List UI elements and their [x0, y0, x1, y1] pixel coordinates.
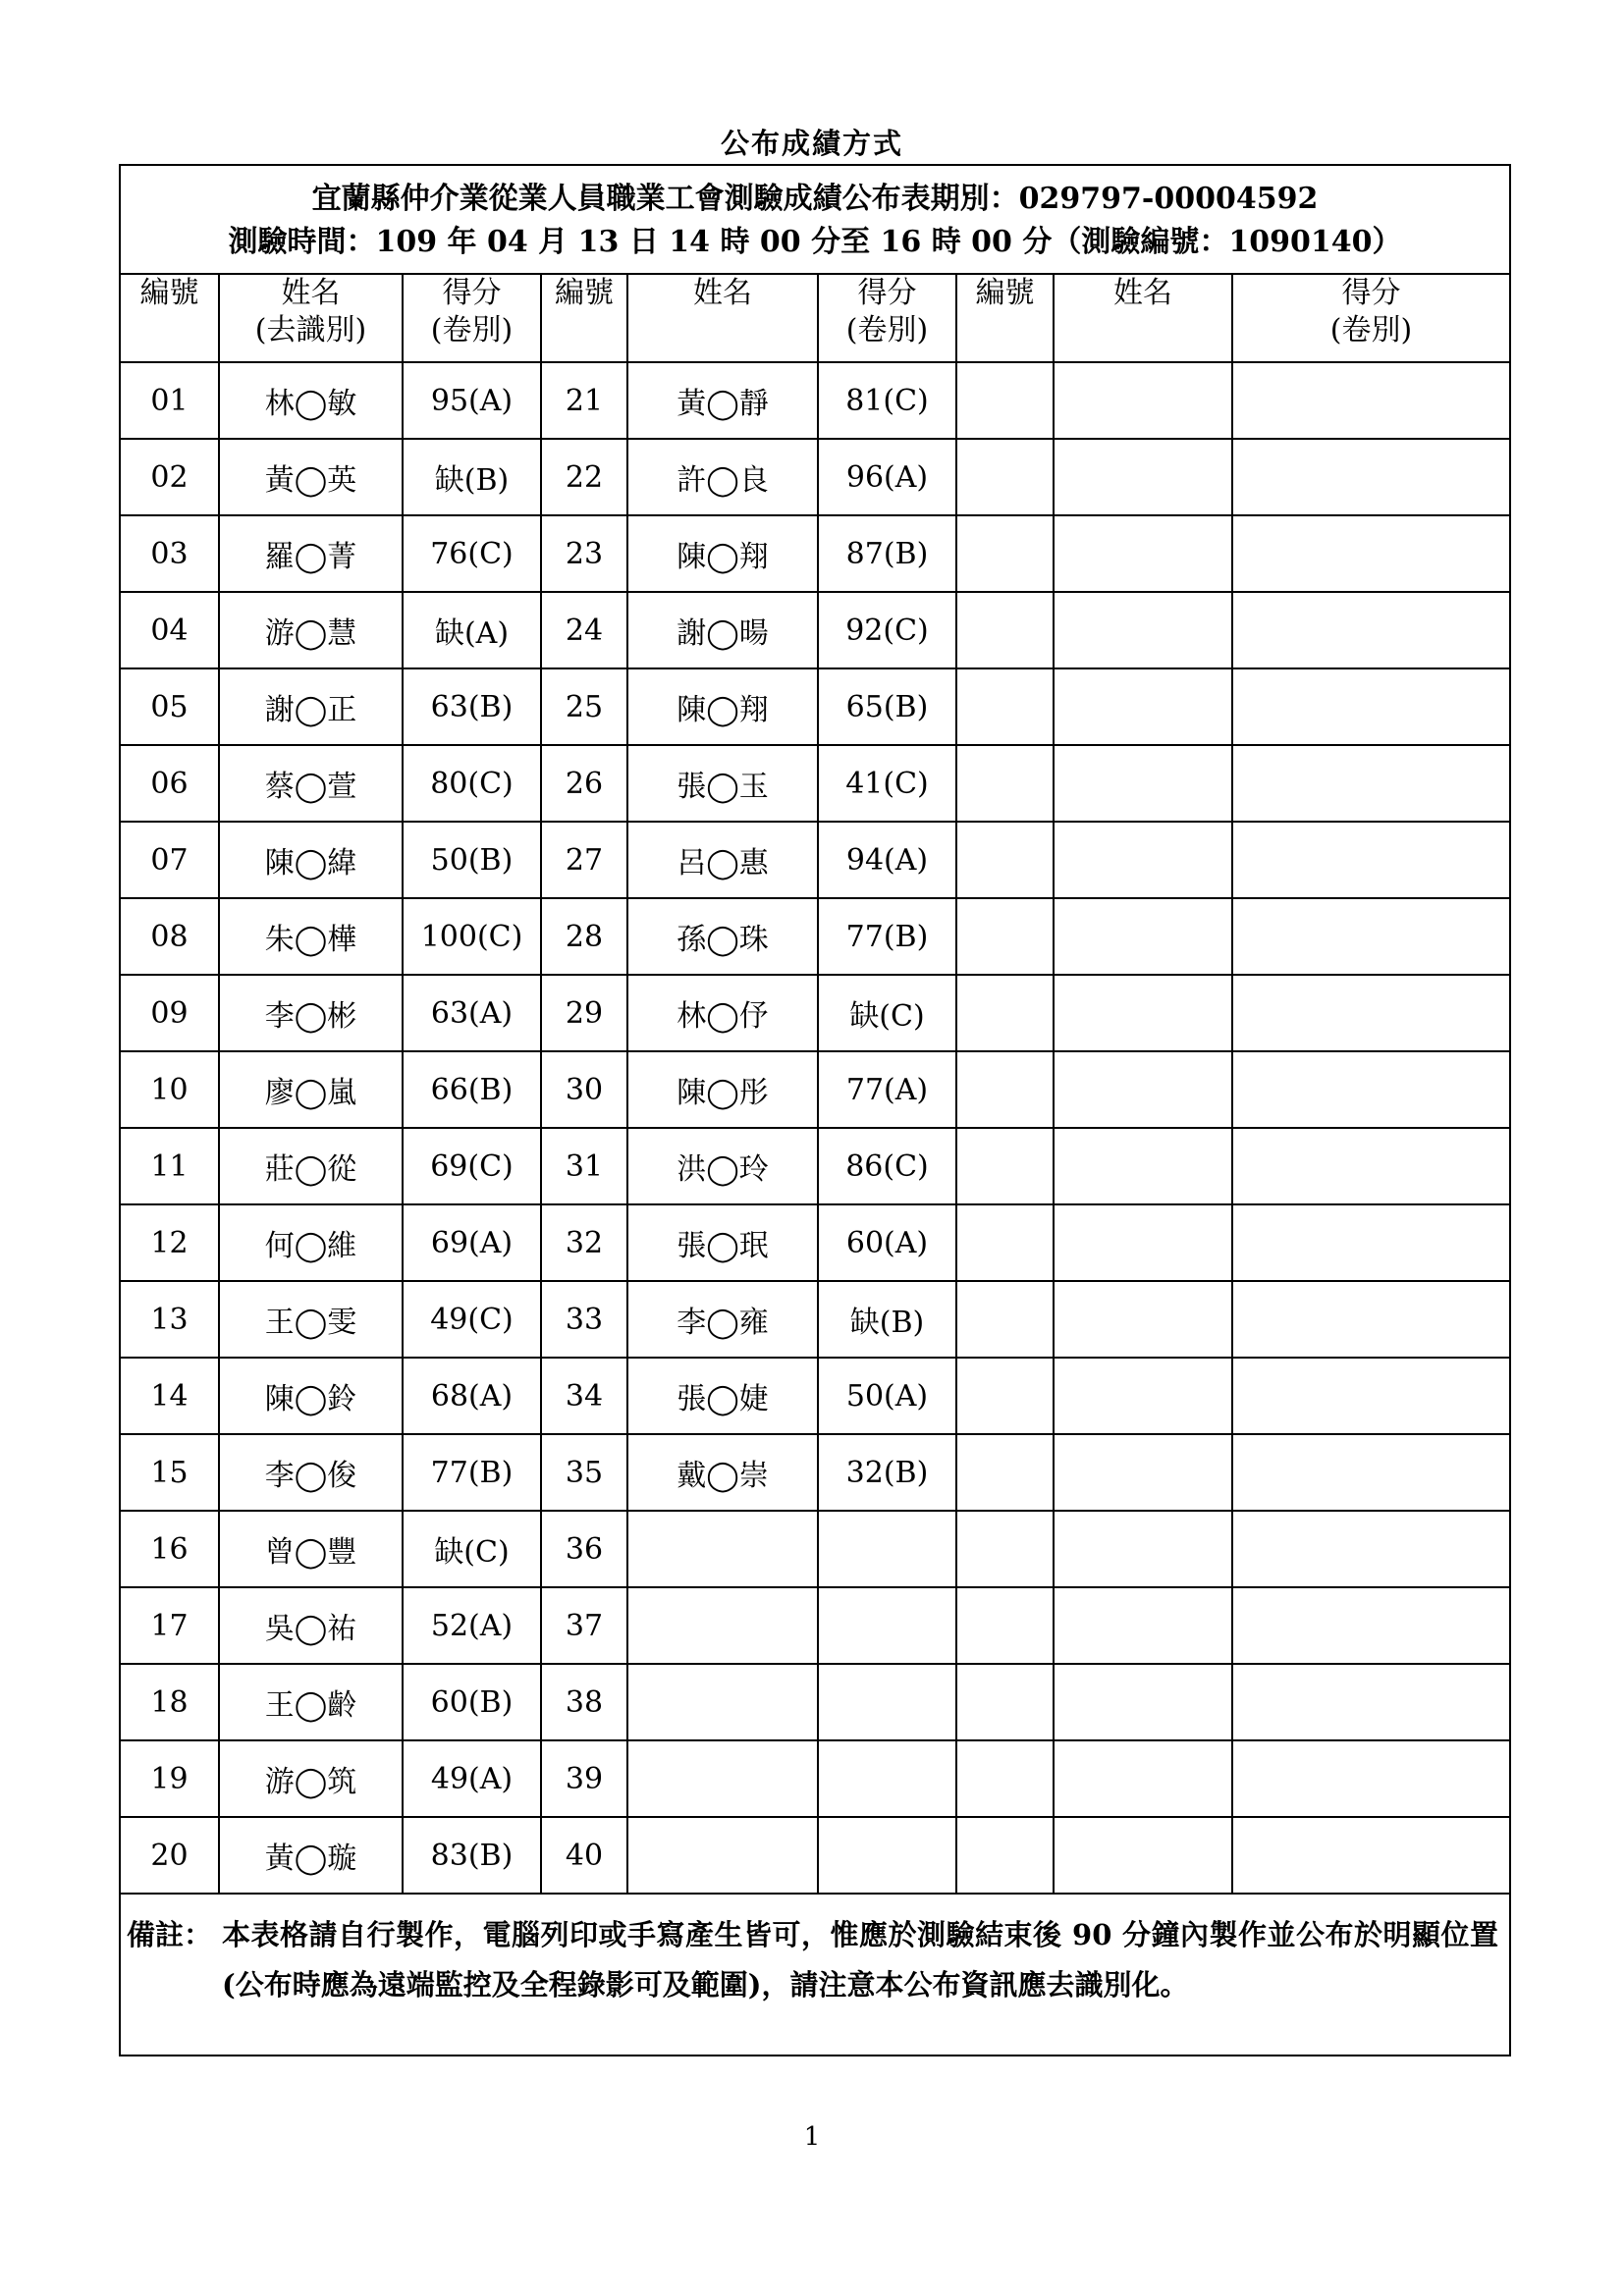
name-cell: 莊◯從 — [219, 1128, 403, 1204]
score-cell: 77(A) — [818, 1051, 956, 1128]
name-cell: 陳◯緯 — [219, 822, 403, 898]
number-cell: 06 — [121, 745, 219, 822]
exam-time: 測驗時間：109 年 04 月 13 日 14 時 00 分至 16 時 00 分（測驗編號：1090140） — [228, 225, 1402, 259]
col-score-3: 得分 (卷別) — [1232, 273, 1509, 362]
score-cell — [1232, 515, 1509, 592]
name-cell — [1054, 898, 1232, 975]
number-cell: 29 — [541, 975, 627, 1051]
number-cell: 20 — [121, 1817, 219, 1894]
name-cell: 曾◯豐 — [219, 1511, 403, 1587]
score-cell: 83(B) — [403, 1817, 541, 1894]
number-cell: 33 — [541, 1281, 627, 1358]
name-cell: 陳◯鈴 — [219, 1358, 403, 1434]
name-cell: 林◯伃 — [627, 975, 818, 1051]
name-cell: 陳◯翔 — [627, 668, 818, 745]
number-cell: 19 — [121, 1740, 219, 1817]
score-cell: 缺(C) — [403, 1511, 541, 1587]
score-cell: 69(C) — [403, 1128, 541, 1204]
name-cell — [1054, 362, 1232, 439]
score-cell — [818, 1664, 956, 1740]
score-cell: 52(A) — [403, 1587, 541, 1664]
score-table — [121, 273, 1509, 1895]
table-row — [121, 1664, 1509, 1740]
score-cell: 95(A) — [403, 362, 541, 439]
number-cell: 24 — [541, 592, 627, 668]
number-cell: 34 — [541, 1358, 627, 1434]
table-row — [121, 592, 1509, 668]
name-cell — [1054, 515, 1232, 592]
table-row — [121, 745, 1509, 822]
score-cell — [818, 1740, 956, 1817]
number-cell — [956, 1358, 1054, 1434]
score-cell — [818, 1817, 956, 1894]
score-cell — [1232, 1740, 1509, 1817]
number-cell: 09 — [121, 975, 219, 1051]
score-cell — [1232, 975, 1509, 1051]
score-cell: 60(B) — [403, 1664, 541, 1740]
name-cell — [627, 1511, 818, 1587]
number-cell: 38 — [541, 1664, 627, 1740]
score-cell: 50(A) — [818, 1358, 956, 1434]
number-cell: 04 — [121, 592, 219, 668]
name-cell: 李◯彬 — [219, 975, 403, 1051]
number-cell: 07 — [121, 822, 219, 898]
number-cell — [956, 1051, 1054, 1128]
score-cell: 86(C) — [818, 1128, 956, 1204]
page-title: 公布成績方式 — [720, 127, 903, 160]
col-number-2: 編號 — [541, 273, 627, 362]
number-cell: 26 — [541, 745, 627, 822]
number-cell — [956, 1281, 1054, 1358]
name-cell — [1054, 1740, 1232, 1817]
score-cell: 76(C) — [403, 515, 541, 592]
col-name-1: 姓名 (去識別) — [219, 273, 403, 362]
score-cell — [1232, 1817, 1509, 1894]
name-cell: 朱◯樺 — [219, 898, 403, 975]
table-header-row — [121, 273, 1509, 362]
name-cell — [1054, 1664, 1232, 1740]
table-row — [121, 1051, 1509, 1128]
score-cell — [818, 1511, 956, 1587]
number-cell — [956, 1587, 1054, 1664]
number-cell: 37 — [541, 1587, 627, 1664]
score-cell: 87(B) — [818, 515, 956, 592]
number-cell: 28 — [541, 898, 627, 975]
score-cell: 66(B) — [403, 1051, 541, 1128]
number-cell: 18 — [121, 1664, 219, 1740]
score-cell: 68(A) — [403, 1358, 541, 1434]
number-cell: 40 — [541, 1817, 627, 1894]
score-cell: 77(B) — [403, 1434, 541, 1511]
name-cell — [627, 1664, 818, 1740]
name-cell: 謝◯正 — [219, 668, 403, 745]
score-cell: 63(A) — [403, 975, 541, 1051]
name-cell: 黃◯靜 — [627, 362, 818, 439]
score-cell: 100(C) — [403, 898, 541, 975]
score-cell — [1232, 745, 1509, 822]
number-cell — [956, 1204, 1054, 1281]
score-cell — [1232, 1587, 1509, 1664]
number-cell — [956, 592, 1054, 668]
table-row — [121, 362, 1509, 439]
score-cell — [1232, 898, 1509, 975]
number-cell — [956, 745, 1054, 822]
number-cell: 12 — [121, 1204, 219, 1281]
name-cell: 黃◯璇 — [219, 1817, 403, 1894]
name-cell — [1054, 1434, 1232, 1511]
name-cell: 謝◯暘 — [627, 592, 818, 668]
score-cell: 69(A) — [403, 1204, 541, 1281]
name-cell — [1054, 1511, 1232, 1587]
number-cell — [956, 1128, 1054, 1204]
name-cell — [1054, 1587, 1232, 1664]
col-score-2: 得分 (卷別) — [818, 273, 956, 362]
score-cell — [818, 1587, 956, 1664]
number-cell — [956, 1511, 1054, 1587]
number-cell: 05 — [121, 668, 219, 745]
name-cell: 呂◯惠 — [627, 822, 818, 898]
score-cell — [1232, 1664, 1509, 1740]
number-cell — [956, 1664, 1054, 1740]
number-cell: 17 — [121, 1587, 219, 1664]
table-row — [121, 1434, 1509, 1511]
number-cell: 11 — [121, 1128, 219, 1204]
number-cell: 13 — [121, 1281, 219, 1358]
name-cell: 吳◯祐 — [219, 1587, 403, 1664]
number-cell — [956, 362, 1054, 439]
table-row — [121, 1358, 1509, 1434]
score-sheet — [119, 164, 1511, 2056]
number-cell: 31 — [541, 1128, 627, 1204]
score-cell: 缺(C) — [818, 975, 956, 1051]
name-cell: 何◯維 — [219, 1204, 403, 1281]
name-cell: 陳◯翔 — [627, 515, 818, 592]
number-cell — [956, 1740, 1054, 1817]
number-cell: 25 — [541, 668, 627, 745]
number-cell — [956, 1817, 1054, 1894]
number-cell: 36 — [541, 1511, 627, 1587]
col-score-1: 得分 (卷別) — [403, 273, 541, 362]
number-cell: 32 — [541, 1204, 627, 1281]
score-cell: 63(B) — [403, 668, 541, 745]
score-cell: 65(B) — [818, 668, 956, 745]
number-cell: 14 — [121, 1358, 219, 1434]
col-name-3: 姓名 — [1054, 273, 1232, 362]
page-number: 1 — [803, 2122, 821, 2152]
number-cell: 27 — [541, 822, 627, 898]
col-number-1: 編號 — [121, 273, 219, 362]
score-cell: 81(C) — [818, 362, 956, 439]
number-cell: 30 — [541, 1051, 627, 1128]
score-cell — [1232, 1281, 1509, 1358]
number-cell: 03 — [121, 515, 219, 592]
number-cell — [956, 439, 1054, 515]
table-row — [121, 1817, 1509, 1894]
score-cell — [1232, 1204, 1509, 1281]
number-cell — [956, 898, 1054, 975]
name-cell: 張◯玉 — [627, 745, 818, 822]
name-cell — [627, 1740, 818, 1817]
name-cell: 游◯慧 — [219, 592, 403, 668]
name-cell: 林◯敏 — [219, 362, 403, 439]
name-cell — [1054, 1358, 1232, 1434]
number-cell: 21 — [541, 362, 627, 439]
score-cell: 96(A) — [818, 439, 956, 515]
score-cell: 50(B) — [403, 822, 541, 898]
number-cell: 10 — [121, 1051, 219, 1128]
name-cell — [1054, 1204, 1232, 1281]
score-cell: 缺(B) — [818, 1281, 956, 1358]
name-cell — [1054, 1128, 1232, 1204]
name-cell — [627, 1587, 818, 1664]
name-cell: 王◯雯 — [219, 1281, 403, 1358]
number-cell — [956, 1434, 1054, 1511]
table-row — [121, 975, 1509, 1051]
score-cell — [1232, 362, 1509, 439]
remarks — [121, 1902, 1509, 2055]
score-cell: 32(B) — [818, 1434, 956, 1511]
table-row — [121, 1204, 1509, 1281]
name-cell: 廖◯嵐 — [219, 1051, 403, 1128]
table-row — [121, 1281, 1509, 1358]
table-row — [121, 515, 1509, 592]
number-cell: 23 — [541, 515, 627, 592]
table-row — [121, 1511, 1509, 1587]
name-cell: 張◯婕 — [627, 1358, 818, 1434]
score-cell: 60(A) — [818, 1204, 956, 1281]
number-cell: 08 — [121, 898, 219, 975]
name-cell — [1054, 745, 1232, 822]
table-row — [121, 668, 1509, 745]
col-name-2: 姓名 — [627, 273, 818, 362]
name-cell — [627, 1817, 818, 1894]
score-cell: 49(C) — [403, 1281, 541, 1358]
number-cell: 15 — [121, 1434, 219, 1511]
name-cell — [1054, 439, 1232, 515]
score-cell — [1232, 439, 1509, 515]
name-cell: 李◯雍 — [627, 1281, 818, 1358]
name-cell: 游◯筑 — [219, 1740, 403, 1817]
score-cell: 77(B) — [818, 898, 956, 975]
name-cell: 洪◯玲 — [627, 1128, 818, 1204]
number-cell — [956, 822, 1054, 898]
col-number-3: 編號 — [956, 273, 1054, 362]
name-cell: 羅◯菁 — [219, 515, 403, 592]
name-cell: 蔡◯萱 — [219, 745, 403, 822]
number-cell: 35 — [541, 1434, 627, 1511]
score-cell — [1232, 1128, 1509, 1204]
name-cell — [1054, 1817, 1232, 1894]
score-cell: 80(C) — [403, 745, 541, 822]
table-row — [121, 898, 1509, 975]
name-cell: 張◯珉 — [627, 1204, 818, 1281]
score-cell — [1232, 1051, 1509, 1128]
sheet-title: 宜蘭縣仲介業從業人員職業工會測驗成績公布表期別：029797-00004592 — [311, 182, 1319, 216]
score-cell: 41(C) — [818, 745, 956, 822]
score-cell — [1232, 1434, 1509, 1511]
table-row — [121, 1740, 1509, 1817]
name-cell: 黃◯英 — [219, 439, 403, 515]
number-cell: 16 — [121, 1511, 219, 1587]
number-cell: 22 — [541, 439, 627, 515]
name-cell: 陳◯彤 — [627, 1051, 818, 1128]
number-cell — [956, 668, 1054, 745]
name-cell — [1054, 668, 1232, 745]
score-cell — [1232, 668, 1509, 745]
score-cell: 缺(B) — [403, 439, 541, 515]
number-cell — [956, 515, 1054, 592]
table-row — [121, 1128, 1509, 1204]
name-cell — [1054, 1281, 1232, 1358]
number-cell: 01 — [121, 362, 219, 439]
score-cell: 缺(A) — [403, 592, 541, 668]
score-cell — [1232, 1511, 1509, 1587]
name-cell: 李◯俊 — [219, 1434, 403, 1511]
score-cell — [1232, 1358, 1509, 1434]
name-cell — [1054, 822, 1232, 898]
name-cell: 王◯齡 — [219, 1664, 403, 1740]
name-cell: 戴◯崇 — [627, 1434, 818, 1511]
number-cell: 39 — [541, 1740, 627, 1817]
number-cell — [956, 975, 1054, 1051]
sheet-header — [121, 166, 1509, 275]
remarks-text: 本表格請自行製作，電腦列印或手寫產生皆可，惟應於測驗結束後 90 分鐘內製作並公布於明顯位置(公布時應為遠端監控及全程錄影可及範圍)，請注意本公布資訊應去識別化。 — [222, 1918, 1498, 2002]
name-cell — [1054, 592, 1232, 668]
name-cell: 許◯良 — [627, 439, 818, 515]
name-cell: 孫◯珠 — [627, 898, 818, 975]
number-cell: 02 — [121, 439, 219, 515]
score-cell — [1232, 592, 1509, 668]
table-row — [121, 439, 1509, 515]
remarks-label: 備註： — [127, 1918, 213, 1951]
name-cell — [1054, 1051, 1232, 1128]
score-cell: 92(C) — [818, 592, 956, 668]
table-row — [121, 1587, 1509, 1664]
table-row — [121, 822, 1509, 898]
score-cell: 94(A) — [818, 822, 956, 898]
score-cell: 49(A) — [403, 1740, 541, 1817]
name-cell — [1054, 975, 1232, 1051]
score-cell — [1232, 822, 1509, 898]
